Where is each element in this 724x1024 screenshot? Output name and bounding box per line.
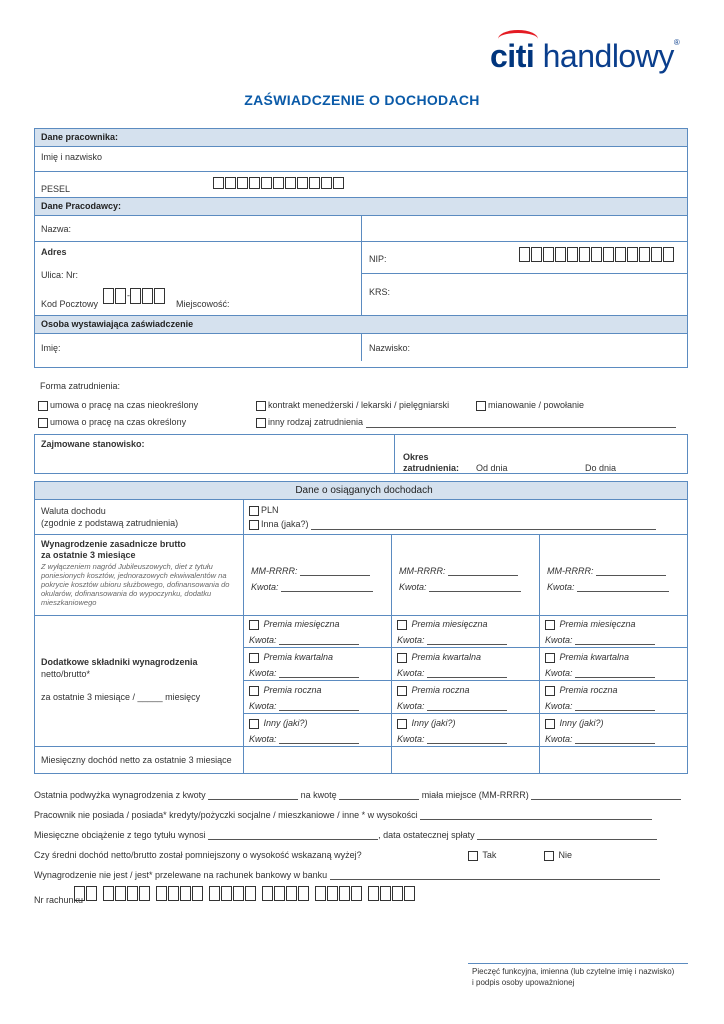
employment-opt4[interactable]: inny rodzaj zatrudnienia	[256, 417, 676, 428]
currency-other[interactable]: Inna (jaka?)	[249, 519, 656, 530]
account-number-boxes[interactable]	[74, 886, 416, 901]
krs-label: KRS:	[369, 287, 391, 297]
reduction-question: Czy średni dochód netto/brutto został pomniejszony o wysokość wskazaną wyżej?	[34, 850, 362, 860]
citi-handlowy-logo: citi handlowy®	[490, 38, 679, 75]
employment-opt5[interactable]: mianowanie / powołanie	[476, 400, 584, 411]
pesel-field[interactable]: PESEL	[35, 172, 687, 198]
net-income-label: Miesięczny dochód netto za ostatnie 3 miesiące	[41, 755, 232, 765]
signature-caption-1: Pieczęć funkcyjna, imienna (lub czytelne imię i nazwisko)	[472, 967, 675, 976]
yes-checkbox[interactable]: Tak	[468, 850, 496, 861]
position-box: Zajmowane stanowisko: Okres zatrudnienia: Od dnia Do dnia	[34, 434, 688, 474]
nip-label: NIP:	[369, 254, 387, 264]
employer-name-label: Nazwa:	[41, 224, 72, 234]
document-title: ZAŚWIADCZENIE O DOCHODACH	[244, 92, 480, 108]
name-field[interactable]: Imię i nazwisko	[35, 147, 687, 172]
currency-pln[interactable]: PLN	[249, 505, 279, 516]
street-label: Ulica: Nr:	[41, 270, 79, 280]
employee-header: Dane pracownika:	[35, 129, 687, 147]
income-table: Dane o osiąganych dochodach Waluta dochodu (zgodnie z podstawą zatrudnienia) PLN Inna (jaka?) Wynagrodzenie zasadnicze brutto za ostatnie 3 miesiące Z wyłączeniem nagród Jubileuszowych, diet z tytułu poniesionych kosztów, jednorazowych ekwiwalentów na pokrycie kosztów ubioru służbowego, dofinansowania do okularów, dofinansowania do wypoczynku, dodatku mieszkaniowego MM-RRRR: Kwota: MM-RRRR: Kwota: MM-RRRR: Kwota: Dodatkowe składniki wynagrodzenia netto/brutto* za ostatnie 3 miesiące / _____ miesięcy Premia miesięczna Kwota: Premia miesięczna Kwota: Premia miesięczna Kwota: Premia kwartalna Kwota: Premia kwartalna Kwota: Premia kwartalna Kwota: Premia roczna Kwota: Premia roczna Kwota: Premia roczna Kwota: Inny (jaki?) Kwota: Inny (jaki?) Kwota: Inny (jaki?) Kwota: Miesięczny dochód netto za ostatnie 3 miesiące	[34, 481, 688, 774]
issuer-header: Osoba wystawiająca zaświadczenie	[35, 316, 687, 334]
nip-boxes[interactable]	[519, 247, 675, 262]
issuer-last-label: Nazwisko:	[369, 343, 411, 353]
no-checkbox[interactable]: Nie	[544, 850, 572, 861]
city-label: Miejscowość:	[176, 299, 230, 309]
personal-data-table	[34, 128, 688, 368]
employment-form-label: Forma zatrudnienia:	[40, 381, 121, 391]
signature-caption-2: i podpis osoby upoważnionej	[472, 978, 575, 987]
income-header: Dane o osiąganych dochodach	[35, 482, 687, 500]
employment-opt2[interactable]: umowa o pracę na czas określony	[38, 417, 186, 428]
employment-opt1[interactable]: umowa o pracę na czas nieokreślony	[38, 400, 198, 411]
issuer-first-label: Imię:	[41, 343, 61, 353]
postal-label: Kod Pocztowy	[41, 299, 99, 309]
employment-opt3[interactable]: kontrakt menedżerski / lekarski / pielęgniarski	[256, 400, 449, 411]
address-label: Adres	[41, 247, 67, 257]
postal-code-boxes[interactable]: -	[103, 288, 166, 304]
employer-header: Dane Pracodawcy:	[35, 198, 687, 216]
pesel-boxes[interactable]	[213, 177, 345, 189]
account-number-label: Nr rachunku	[34, 895, 84, 905]
